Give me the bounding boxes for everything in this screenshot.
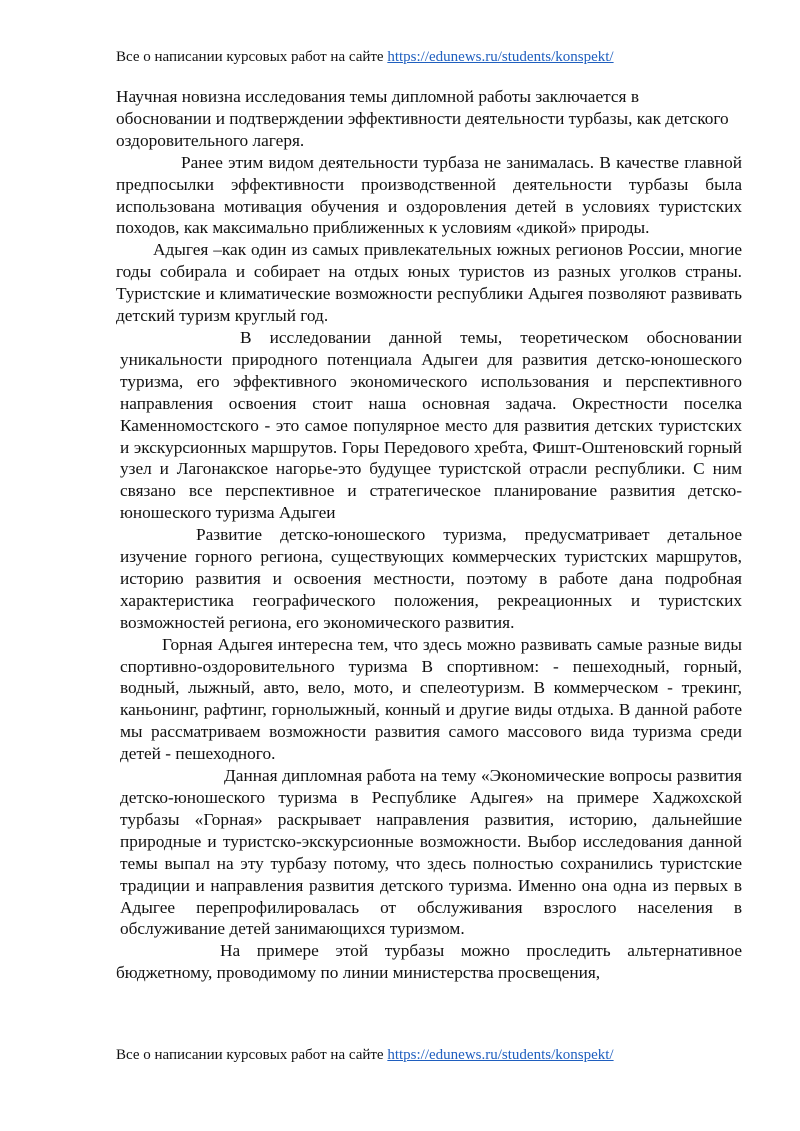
paragraph-previous-activity: Ранее этим видом деятельности турбаза не занималась. В качестве главной предпосылки эффективности производственной деятельности турбазы была использована мотивация обучения и оздоровления детей в условиях туристских походов, как максимально приближенных к условиям «дикой» природы. bbox=[116, 152, 742, 238]
page-header bbox=[116, 48, 756, 66]
paragraph-adygea-region: Адыгея –как один из самых привлекательных южных регионов России, многие годы собирала и собирает на отдых юных туристов из разных уголков страны. Туристские и климатические возможности республики Адыгея позволяют развивать детский туризм круглый год. bbox=[116, 240, 742, 326]
footer-link[interactable]: https://edunews.ru/students/konspekt/ bbox=[387, 1047, 614, 1063]
paragraph-example: На примере этой турбазы можно проследить альтернативное бюджетному, проводимому по линии министерства просвещения, bbox=[116, 941, 742, 983]
paragraph-novelty: Научная новизна исследования темы дипломной работы заключается в обосновании и подтверждении эффективности деятельности турбазы, как детского оздоровительного лагеря. bbox=[116, 87, 729, 150]
footer-text: Все о написании курсовых работ на сайте bbox=[116, 1047, 388, 1063]
document-body bbox=[116, 86, 742, 984]
header-link[interactable]: https://edunews.ru/students/konspekt/ bbox=[387, 49, 614, 65]
paragraph-mountain-adygea: Горная Адыгея интересна тем, что здесь можно развивать самые разные виды спортивно-оздоровительного туризма В спортивном: - пешеходный, горный, водный, лыжный, авто, вело, мото, и спелеотуризм. В коммерческом - трекинг, каньонинг, рафтинг, горнолыжный, конный и другие виды отдыха. В данной работе мы рассматриваем возможности развития самого массового вида туризма среди детей - пешеходного. bbox=[120, 634, 742, 764]
page-footer bbox=[116, 1046, 756, 1064]
paragraph-thesis-topic: Данная дипломная работа на тему «Экономические вопросы развития детско-юношеского туризма в Республике Адыгея» на примере Хаджохской турбазы «Горная» раскрывает направления развития, историю, дальнейшие природные и туристско-экскурсионные возможности. Выбор исследования данной темы выпал на эту турбазу потому, что здесь полностью сохранились туристские традиции и направления развития детского туризма. Именно она одна из первых в Адыгее перепрофилировалась от обслуживания взрослого населения в обслуживание детей занимающихся туризмом. bbox=[120, 766, 742, 939]
paragraph-youth-tourism: Развитие детско-юношеского туризма, предусматривает детальное изучение горного региона, существующих коммерческих туристских маршрутов, историю развития и освоения местности, поэтому в работе дана подробная характеристика географического положения, рекреационных и туристских возможностей региона, его экономического развития. bbox=[120, 525, 742, 632]
paragraph-research-task: В исследовании данной темы, теоретическом обосновании уникальности природного потенциала Адыгеи для развития детско-юношеского туризма, его эффективного экономического использования и перспективного направления освоения стоит наша основная задача. Окрестности поселка Каменномостского - это самое популярное место для развития детских туристских и экскурсионных маршрутов. Горы Передового хребта, Фишт-Оштеновский горный узел и Лагонакское нагорье-это будущее туристской отрасли республики. С ним связано все перспективное и стратегическое планирование развития детско-юношеского туризма Адыгеи bbox=[120, 327, 742, 523]
header-text: Все о написании курсовых работ на сайте bbox=[116, 49, 388, 65]
